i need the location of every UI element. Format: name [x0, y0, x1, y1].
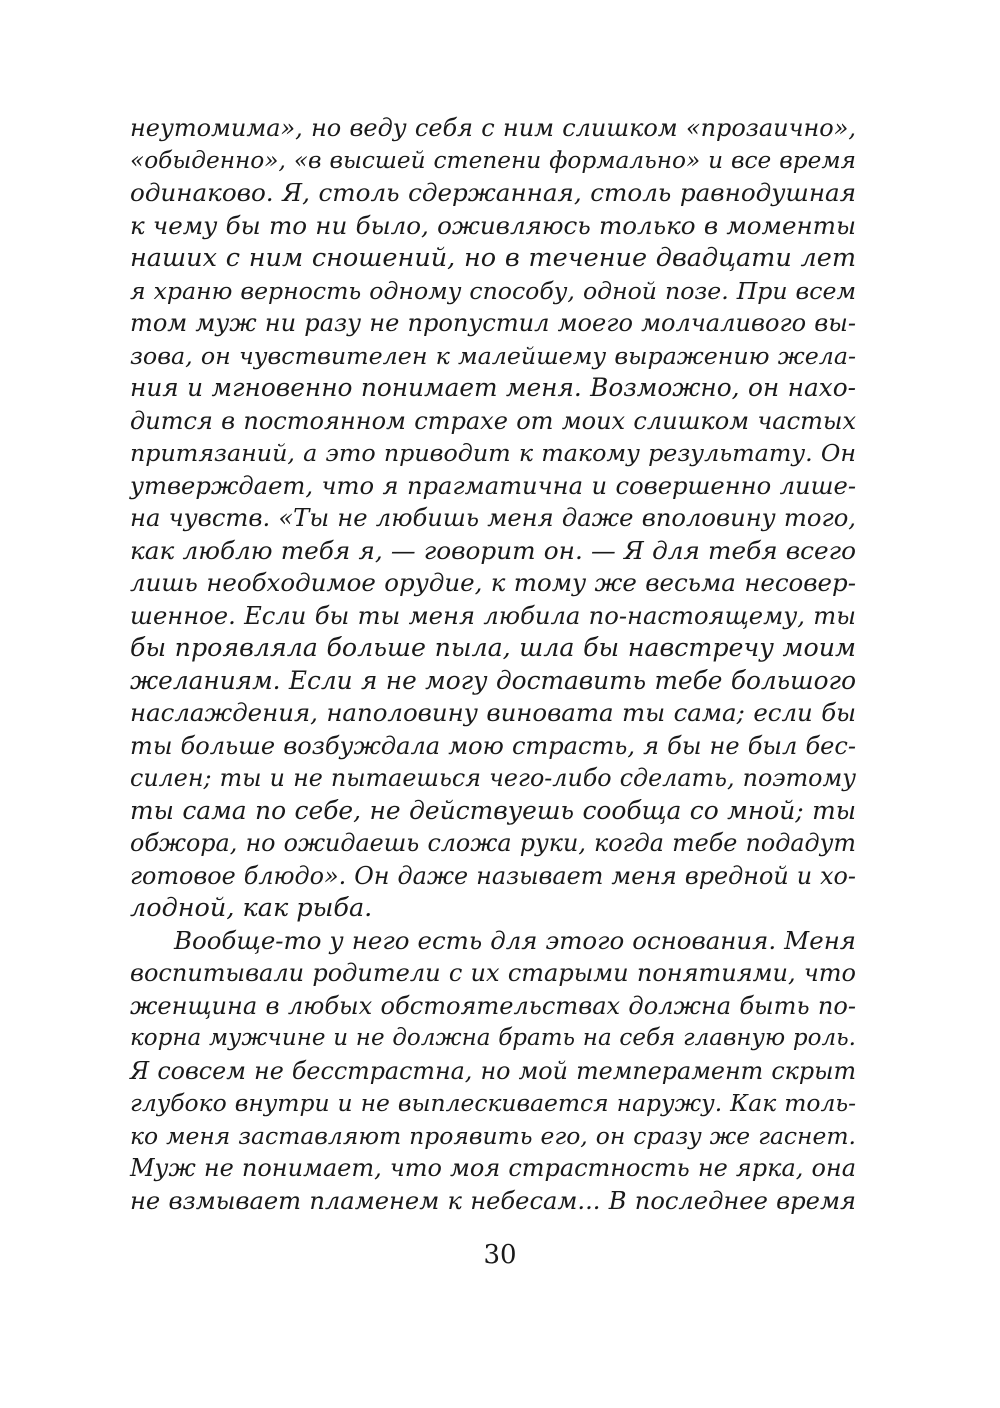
text-line: ния и мгновенно понимает меня. Возможно, он нахо- [130, 373, 856, 402]
text-line: неутомима», но веду себя с ним слишком «прозаично», [130, 114, 856, 142]
text-line: на чувств. «Ты не любишь меня даже вполовину того, [130, 504, 856, 532]
text-line: лишь необходимое орудие, к тому же весьма несовер- [130, 568, 856, 597]
text-line: женщина в любых обстоятельствах должна быть по- [130, 991, 856, 1020]
text-line: ты больше возбуждала мою страсть, я бы не был бес- [130, 731, 856, 760]
text-line: ко меня заставляют проявить его, он сразу же гаснет. [130, 1121, 856, 1150]
text-line: обжора, но ожидаешь сложа руки, когда тебе подадут [130, 829, 856, 857]
text-line: дится в постоянном страхе от моих слишком частых [130, 406, 856, 435]
text-line: одинаково. Я, столь сдержанная, столь равнодушная [130, 178, 856, 207]
text-line: я храню верность одному способу, одной позе. При всем [130, 276, 856, 305]
text-line: силен; ты и не пытаешься чего-либо сделать, поэтому [130, 764, 856, 792]
text-line: притязаний, а это приводит к такому результату. Он [130, 439, 856, 467]
text-line: наших с ним сношений, но в течение двадцати лет [130, 243, 856, 273]
text-line: корна мужчине и не должна брать на себя главную роль. [130, 1025, 856, 1051]
text-line: к чему бы то ни было, оживляюсь только в моменты [130, 210, 856, 240]
text-line: готовое блюдо». Он даже называет меня вредной и хо- [130, 861, 856, 890]
text-line: желаниям. Если я не могу доставить тебе большого [130, 665, 856, 695]
text-line: Я совсем не бесстрастна, но мой темперамент скрыт [130, 1056, 856, 1085]
text-line: «обыденно», «в высшей степени формально» и все время [130, 146, 856, 174]
text-line: не взмывает пламенем к небесам... В последнее время [130, 1186, 856, 1215]
text-line: ты сама по себе, не действуешь сообща со мной; ты [130, 795, 856, 825]
body-text [130, 112, 856, 1217]
text-line: Вообще-то у него есть для этого основания. Меня [174, 925, 856, 955]
text-line: бы проявляла больше пыла, шла бы навстречу моим [130, 633, 856, 662]
text-line: лодной, как рыба. [130, 893, 373, 923]
text-line: наслаждения, наполовину виновата ты сама; если бы [130, 698, 856, 727]
text-line: том муж ни разу не пропустил моего молчаливого вы- [130, 309, 856, 337]
text-line: глубоко внутри и не выплескивается наружу. Как толь- [130, 1089, 856, 1117]
text-line: шенное. Если бы ты меня любила по-настоящему, ты [130, 601, 856, 630]
text-line: Муж не понимает, что моя страстность не ярка, она [130, 1154, 856, 1182]
text-line: утверждает, что я прагматична и совершенно лише- [130, 471, 856, 500]
text-line: воспитывали родители с их старыми понятиями, что [130, 959, 856, 987]
text-line: как люблю тебя я, — говорит он. — Я для тебя всего [130, 535, 856, 565]
page-number: 30 [483, 1240, 517, 1270]
text-line: зова, он чувствителен к малейшему выражению жела- [130, 341, 856, 370]
